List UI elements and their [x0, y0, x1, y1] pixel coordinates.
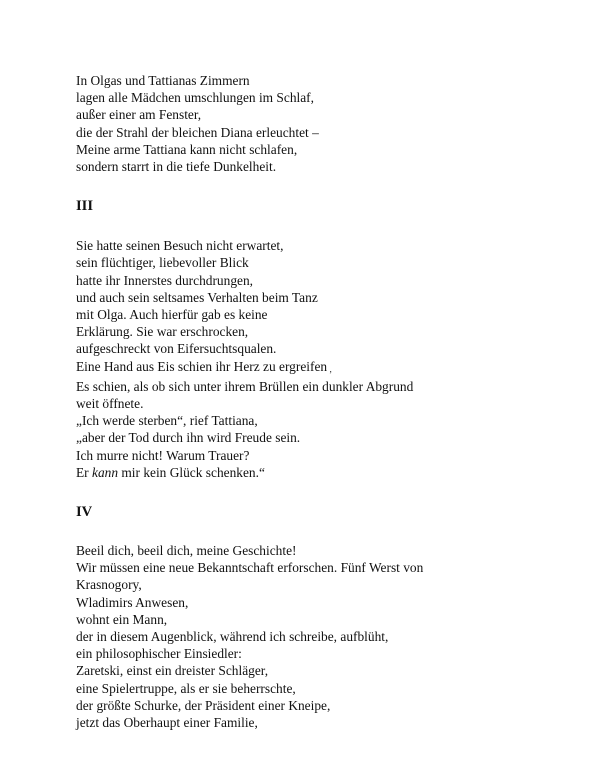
- section-heading-iii: III: [76, 198, 94, 215]
- section-heading-iv: IV: [76, 504, 93, 521]
- verse-line: lagen alle Mädchen umschlungen im Schlaf,: [76, 90, 314, 106]
- verse-line: Beeil dich, beeil dich, meine Geschichte!: [76, 543, 297, 559]
- verse-line: „aber der Tod durch ihn wird Freude sein.: [76, 430, 301, 446]
- verse-line: und auch sein seltsames Verhalten beim Tanz: [76, 289, 318, 305]
- verse-text: Er: [76, 464, 92, 480]
- verse-line-with-emphasis: [76, 464, 600, 481]
- verse-line: sein flüchtiger, liebevoller Blick: [76, 255, 249, 271]
- verse-line: sondern starrt in die tiefe Dunkelheit.: [76, 159, 277, 175]
- verse-line: der größte Schurke, der Präsident einer Kneipe,: [76, 697, 331, 713]
- verse-line: weit öffnete.: [76, 396, 144, 412]
- verse-line: Wir müssen eine neue Bekanntschaft erforschen. Fünf Werst von: [76, 560, 424, 576]
- stray-mark: ‚: [329, 363, 333, 374]
- verse-line: Zaretski, einst ein dreister Schläger,: [76, 663, 269, 679]
- verse-line: Meine arme Tattiana kann nicht schlafen,: [76, 141, 298, 157]
- verse-line: Sie hatte seinen Besuch nicht erwartet,: [76, 238, 284, 254]
- verse-text: mir kein Glück schenken.“: [118, 464, 265, 480]
- verse-line: Wladimirs Anwesen,: [76, 594, 189, 610]
- verse-line: außer einer am Fenster,: [76, 107, 202, 123]
- verse-line: mit Olga. Auch hierfür gab es keine: [76, 307, 268, 323]
- stanza-iv: [76, 542, 600, 731]
- verse-line: ein philosophischer Einsiedler:: [76, 646, 242, 662]
- verse-line: „Ich werde sterben“, rief Tattiana,: [76, 413, 258, 429]
- stanza-intro: [76, 72, 600, 175]
- verse-line: hatte ihr Innerstes durchdrungen,: [76, 272, 253, 288]
- verse-line: Erklärung. Sie war erschrocken,: [76, 324, 249, 340]
- verse-line: aufgeschreckt von Eifersuchtsqualen.: [76, 341, 277, 357]
- verse-line: Krasnogory,: [76, 577, 142, 593]
- verse-line: wohnt ein Mann,: [76, 611, 168, 627]
- verse-line: der in diesem Augenblick, während ich schreibe, aufblüht,: [76, 629, 389, 645]
- emphasized-word: kann: [92, 464, 119, 480]
- stanza-iii: [76, 237, 600, 481]
- verse-line: Ich murre nicht! Warum Trauer?: [76, 447, 250, 463]
- verse-line: In Olgas und Tattianas Zimmern: [76, 73, 250, 88]
- verse-line: die der Strahl der bleichen Diana erleuchtet –: [76, 124, 319, 140]
- verse-line: jetzt das Oberhaupt einer Familie,: [76, 715, 258, 731]
- verse-line: eine Spielertruppe, als er sie beherrschte,: [76, 680, 296, 696]
- verse-line-text: Eine Hand aus Eis schien ihr Herz zu ergreifen: [76, 358, 328, 374]
- verse-line-with-mark: [76, 358, 600, 378]
- verse-line: Es schien, als ob sich unter ihrem Brüllen ein dunkler Abgrund: [76, 378, 414, 394]
